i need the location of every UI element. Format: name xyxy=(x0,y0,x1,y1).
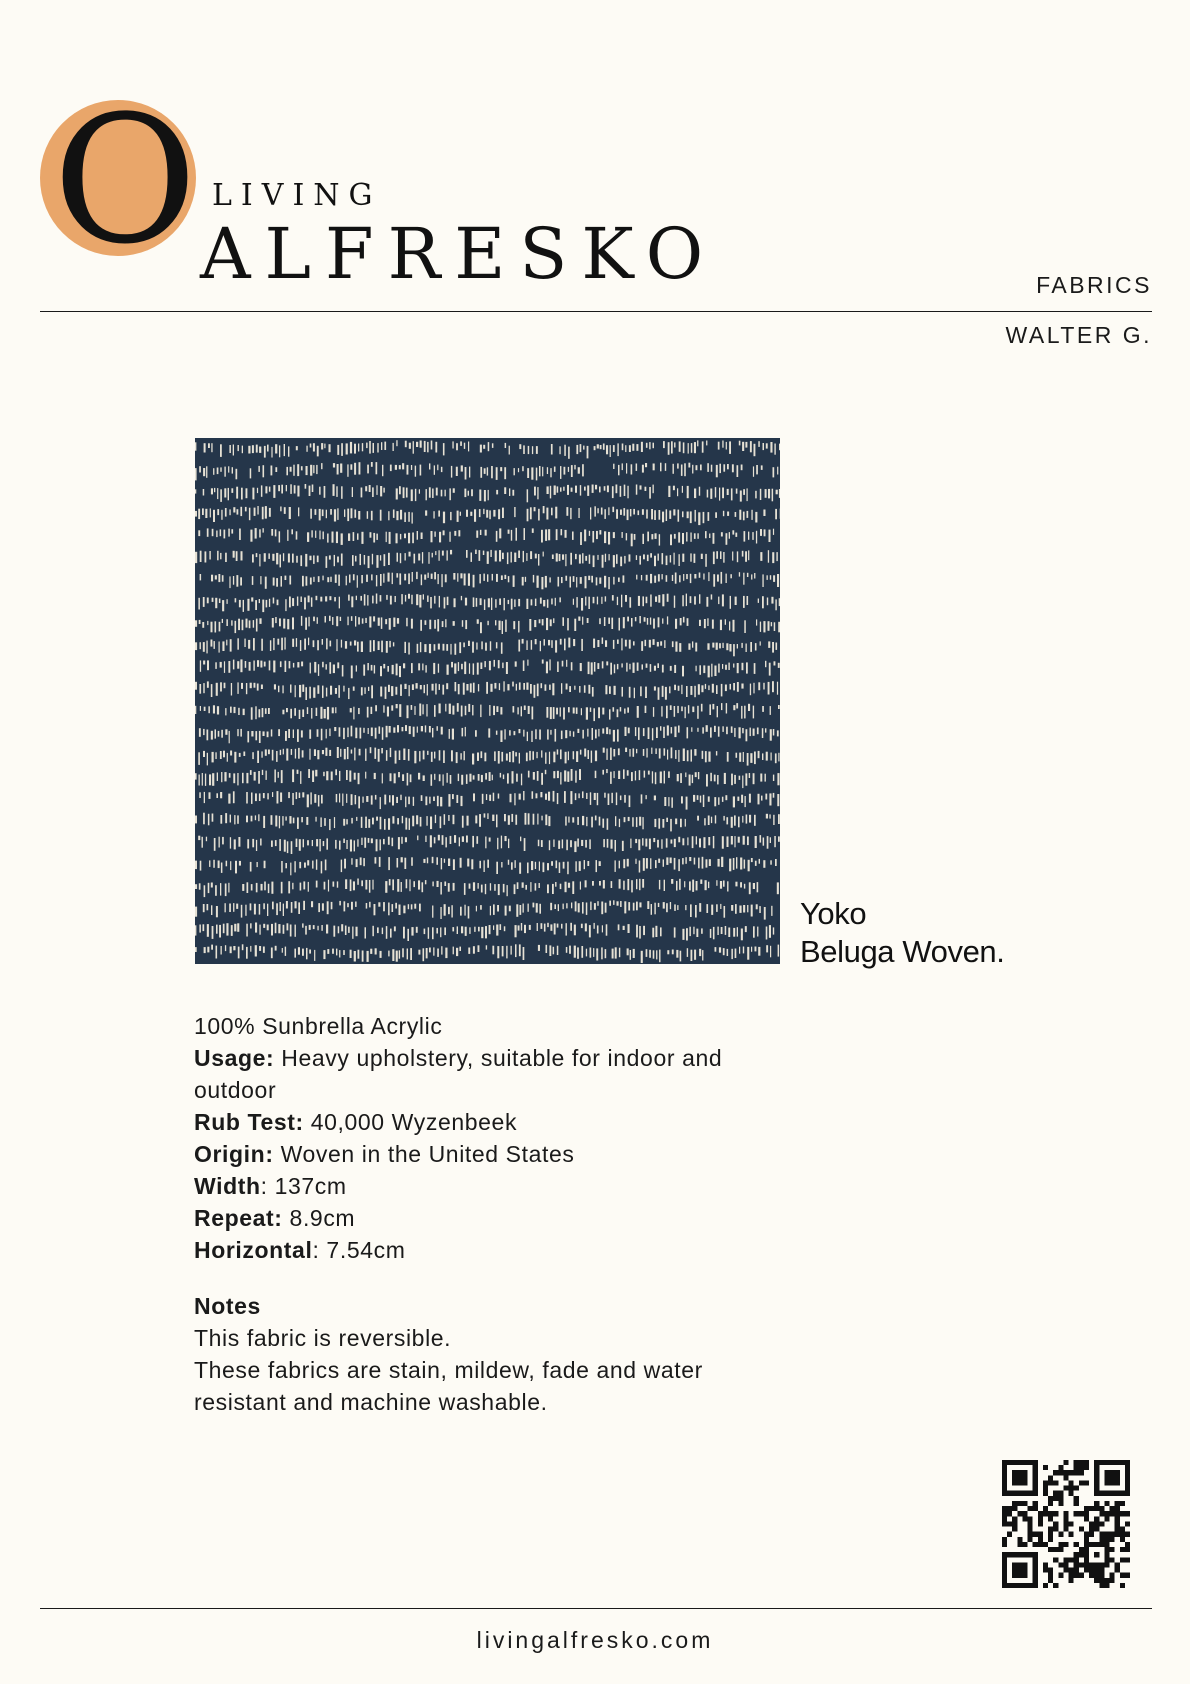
notes-section xyxy=(194,1290,794,1418)
spec-origin-label: Origin: xyxy=(194,1141,274,1167)
spec-origin-value: Woven in the United States xyxy=(273,1141,575,1167)
spec-repeat xyxy=(194,1202,794,1234)
spec-rub-label: Rub Test: xyxy=(194,1109,304,1135)
supplier-label: WALTER G. xyxy=(1005,322,1152,348)
logo-letter: O xyxy=(52,78,198,283)
notes-line-3: resistant and machine washable. xyxy=(194,1389,548,1415)
qr-code-icon[interactable] xyxy=(1002,1460,1130,1588)
category-label: FABRICS xyxy=(1036,272,1152,298)
spec-usage xyxy=(194,1042,794,1074)
spec-usage-value: Heavy upholstery, suitable for indoor and xyxy=(274,1045,723,1071)
spec-usage-cont: outdoor xyxy=(194,1077,277,1103)
fabric-swatch-image xyxy=(195,438,780,964)
spec-width-label: Width xyxy=(194,1173,261,1199)
spec-composition: 100% Sunbrella Acrylic xyxy=(194,1013,443,1039)
spec-usage-label: Usage: xyxy=(194,1045,275,1071)
product-name-line1: Yoko xyxy=(800,896,867,931)
spec-width-value: : 137cm xyxy=(260,1173,347,1199)
header-divider xyxy=(40,311,1152,312)
qr-code-graphic xyxy=(1002,1460,1130,1588)
spec-horizontal-label: Horizontal xyxy=(194,1237,313,1263)
spec-repeat-label: Repeat: xyxy=(194,1205,283,1231)
product-name xyxy=(800,895,1004,971)
logo-alfresko-text: ALFRESKO xyxy=(200,213,718,295)
fabric-pattern xyxy=(195,438,780,964)
logo-living-text: LIVING xyxy=(212,178,382,213)
footer-website[interactable]: livingalfresko.com xyxy=(476,1627,714,1653)
product-name-line2: Beluga Woven. xyxy=(800,934,1005,969)
spec-horizontal xyxy=(194,1234,794,1266)
spec-repeat-value: 8.9cm xyxy=(282,1205,356,1231)
spec-rub-test xyxy=(194,1106,794,1138)
notes-line-1: This fabric is reversible. xyxy=(194,1325,452,1351)
spec-rub-value: 40,000 Wyzenbeek xyxy=(303,1109,518,1135)
spec-origin xyxy=(194,1138,794,1170)
spec-list xyxy=(194,1010,794,1266)
notes-line-2: These fabrics are stain, mildew, fade and water xyxy=(194,1357,703,1383)
footer-divider xyxy=(40,1608,1152,1609)
spec-horizontal-value: : 7.54cm xyxy=(312,1237,406,1263)
spec-width xyxy=(194,1170,794,1202)
notes-heading: Notes xyxy=(194,1293,261,1319)
